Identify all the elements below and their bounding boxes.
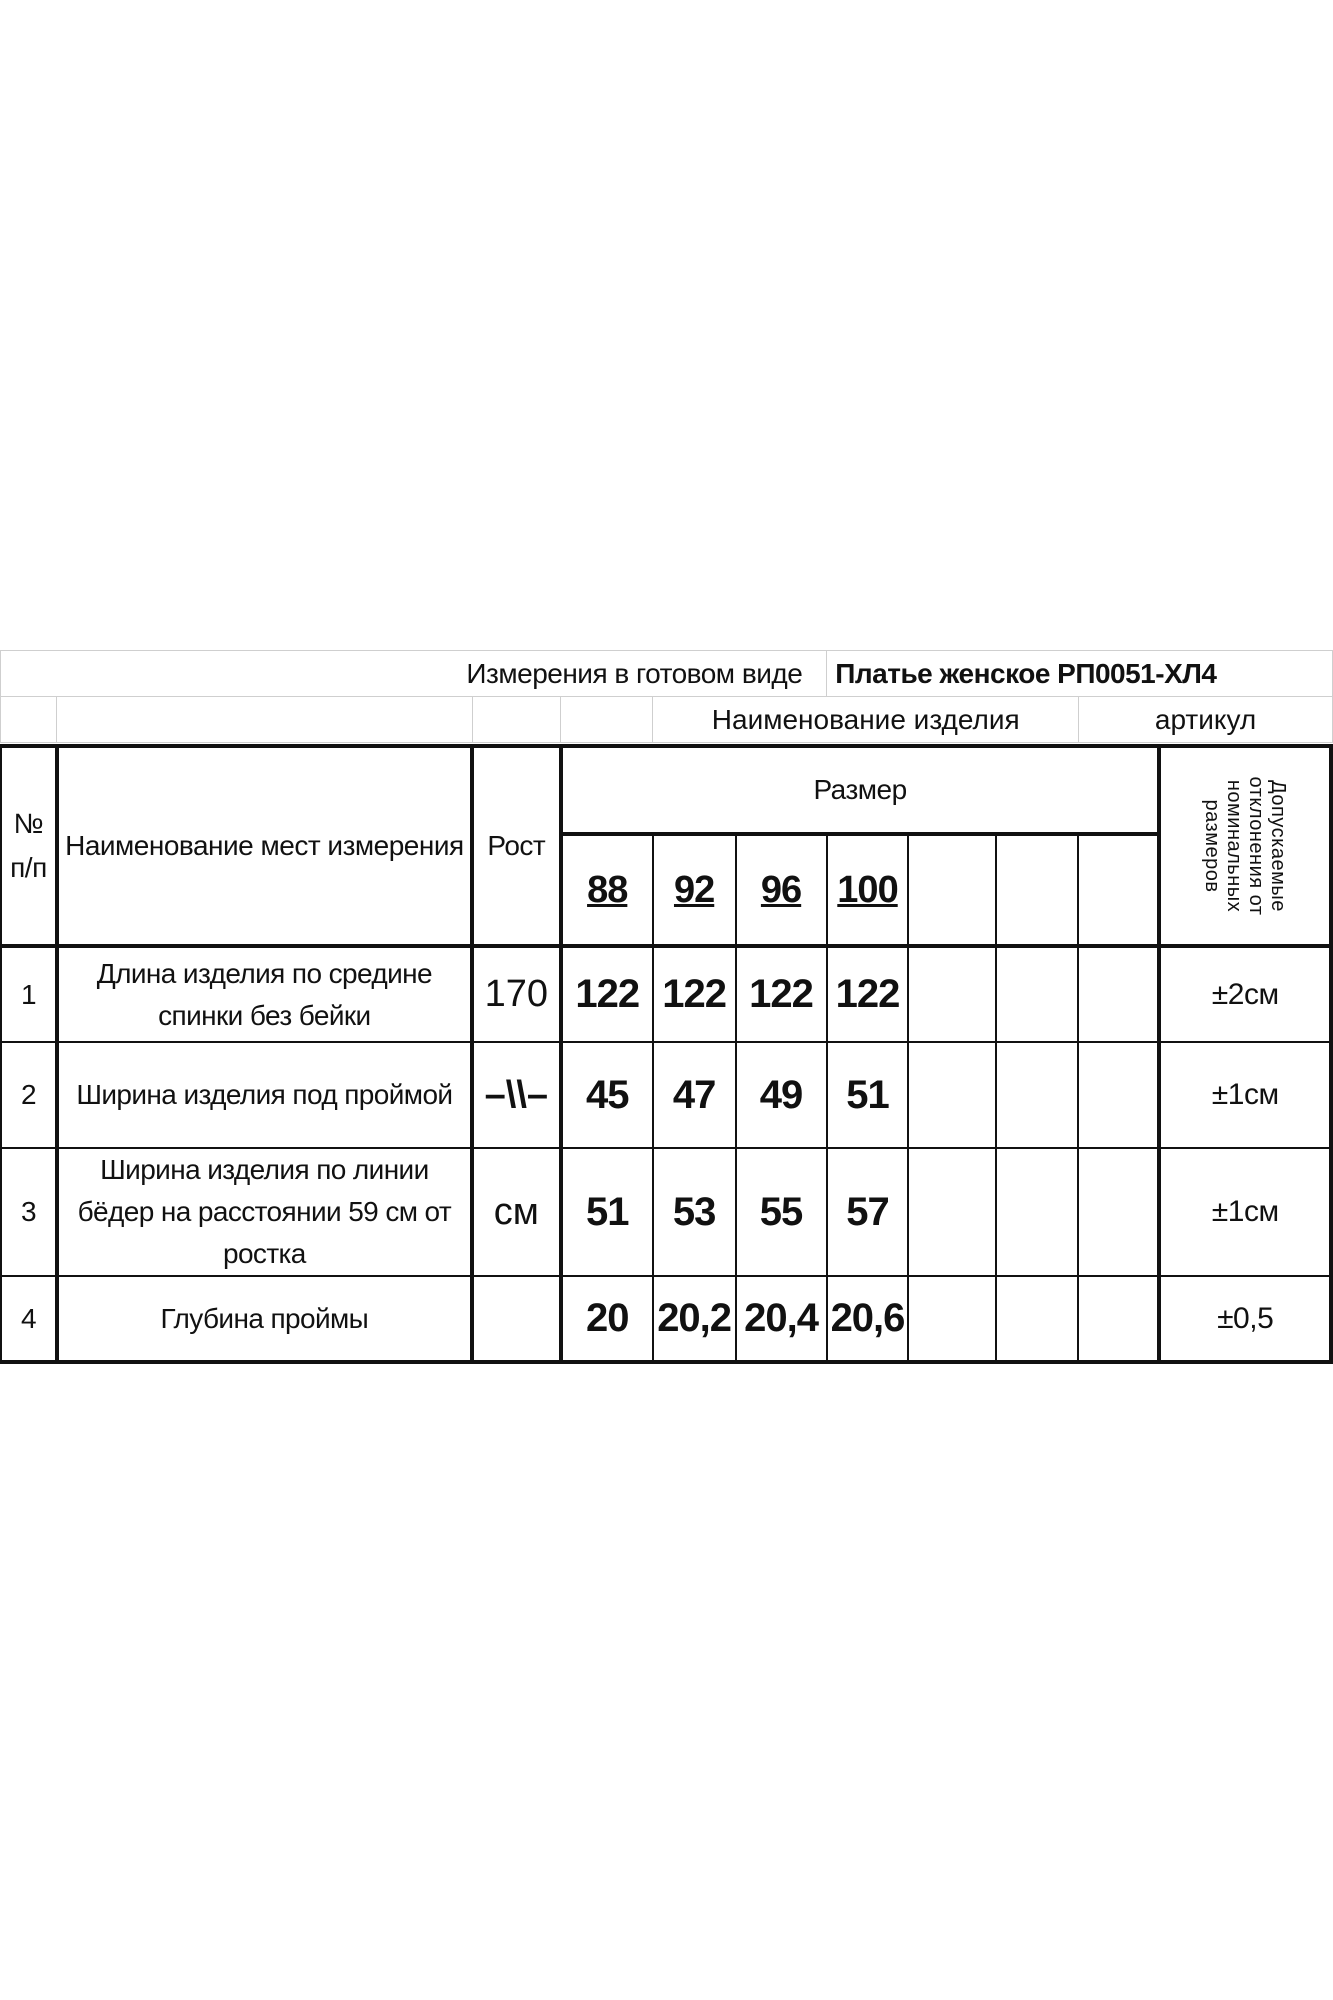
size-96: 96	[736, 834, 827, 946]
tolerance-value: ±1см	[1159, 1042, 1331, 1148]
col-tolerance-header: Допускаемые отклонения от номинальных размеров	[1159, 746, 1331, 946]
value-cell: 57	[827, 1148, 909, 1276]
value-cell: 122	[561, 946, 653, 1042]
value-cell: 20	[561, 1276, 653, 1362]
row-number: 2	[1, 1042, 57, 1148]
main-grid	[0, 744, 1333, 1364]
value-cell: 45	[561, 1042, 653, 1148]
size-88: 88	[561, 834, 653, 946]
value-cell: 20,4	[736, 1276, 827, 1362]
size-100: 100	[827, 834, 909, 946]
value-cell: 49	[736, 1042, 827, 1148]
measurement-name: Глубина проймы	[57, 1276, 472, 1362]
value-cell: 47	[653, 1042, 736, 1148]
product-name-label: Наименование изделия	[653, 697, 1079, 743]
table-row	[1, 946, 1331, 1042]
tolerance-value: ±0,5	[1159, 1276, 1331, 1362]
row-number: 3	[1, 1148, 57, 1276]
value-cell: 20,2	[653, 1276, 736, 1362]
value-cell: 51	[827, 1042, 909, 1148]
size-92: 92	[653, 834, 736, 946]
col-number-header: № п/п	[1, 746, 57, 946]
article-label: артикул	[1079, 697, 1333, 743]
value-cell: 53	[653, 1148, 736, 1276]
value-cell: 55	[736, 1148, 827, 1276]
table-row	[1, 1276, 1331, 1362]
measure-label: Измерения в готовом виде	[1, 651, 827, 697]
measurement-name: Длина изделия по средине спинки без бейки	[57, 946, 472, 1042]
table-row	[1, 1148, 1331, 1276]
tolerance-value: ±1см	[1159, 1148, 1331, 1276]
row-number: 4	[1, 1276, 57, 1362]
table-row	[1, 1042, 1331, 1148]
value-cell: 51	[561, 1148, 653, 1276]
value-cell: 122	[653, 946, 736, 1042]
col-size-header: Размер	[561, 746, 1160, 834]
value-cell: 20,6	[827, 1276, 909, 1362]
col-height-header: Рост	[472, 746, 561, 946]
tolerance-value: ±2см	[1159, 946, 1331, 1042]
height-value: 170	[472, 946, 561, 1042]
height-value: –\\–	[472, 1042, 561, 1148]
value-cell: 122	[827, 946, 909, 1042]
height-value	[472, 1276, 561, 1362]
product-title: Платье женское РП0051-ХЛ4	[827, 651, 1333, 697]
measurement-name: Ширина изделия под проймой	[57, 1042, 472, 1148]
value-cell: 122	[736, 946, 827, 1042]
row-number: 1	[1, 946, 57, 1042]
height-value: см	[472, 1148, 561, 1276]
measurements-table	[0, 650, 1333, 743]
col-place-header: Наименование мест измерения	[57, 746, 472, 946]
measurement-name: Ширина изделия по линии бёдер на расстоянии 59 см от ростка	[57, 1148, 472, 1276]
